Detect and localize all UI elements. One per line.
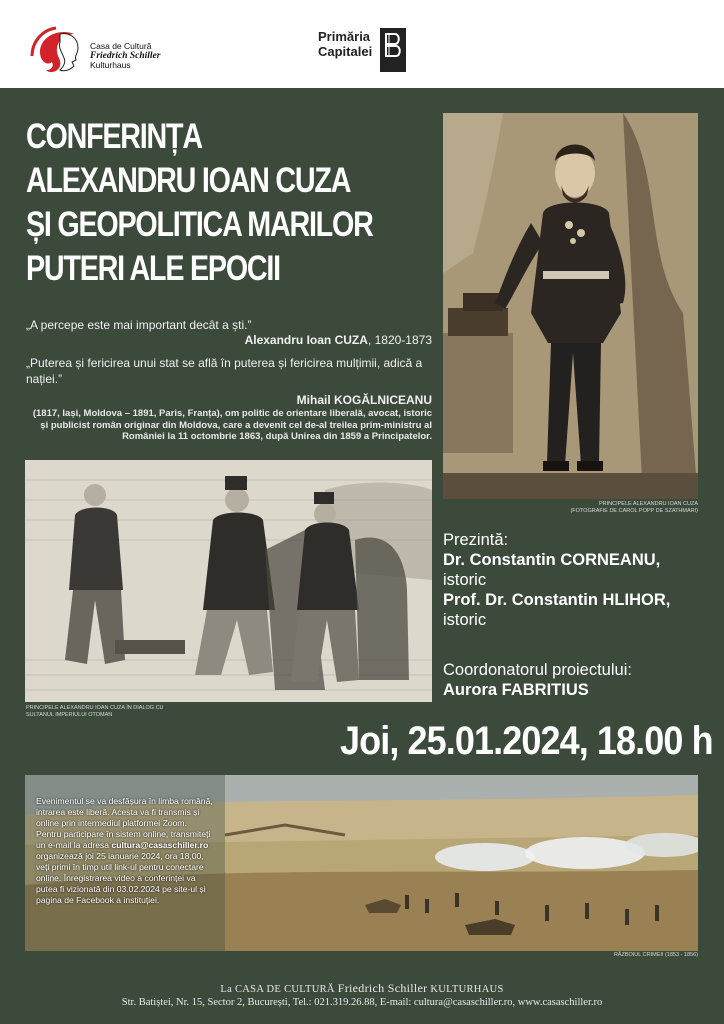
- info-part-1: Evenimentul se va desfășura în limba română, intrarea este liberă. Acesta va fi transmis și online prin intermediul platformei Zoom. Pentru participare în sistem online, transmiteți un e-mail la adresa: [36, 796, 213, 850]
- portrait-caption: [443, 501, 698, 515]
- cuza-portrait-photo: [443, 113, 698, 499]
- kogalniceanu-quote: „Puterea și fericirea unui stat se află în puterea și fericirea mulțimii, adică a nației.”: [26, 356, 423, 386]
- logo-line-2: Friedrich Schiller: [90, 50, 161, 61]
- casa-de-cultura-logo[interactable]: [30, 26, 180, 78]
- event-info-text: [36, 796, 214, 906]
- portrait-caption-line-1: PRINCIPELE ALEXANDRU IOAN CUZA: [598, 501, 698, 507]
- coordinator-label: Coordonatorul proiectului:: [443, 661, 632, 679]
- presenter-2-name: Prof. Dr. Constantin HLIHOR,: [443, 591, 671, 609]
- portrait-caption-line-2: (FOTOGRAFIE DE CAROL POPP DE SZATHMARI): [570, 508, 698, 514]
- footer-pre: La CASA DE CULTURĂ: [220, 984, 335, 995]
- engraving-illustration: [25, 460, 432, 702]
- footer-post: KULTURHAUS: [430, 984, 504, 995]
- info-part-2: organizează joi 25 ianuarie 2024, ora 18,00, veți primi în timp util link-ul pentru conectare online. Înregistrarea video a conferinței va putea fi vizionată din 03.02.2024 pe site-ul și pagina de Facebook a instituției.: [36, 851, 206, 905]
- presenter-2-role: istoric: [443, 611, 487, 629]
- kogalniceanu-name: Mihail KOGĂLNICEANU: [296, 393, 432, 407]
- logo-line-3: Kulturhaus: [90, 60, 131, 70]
- kogalniceanu-bio: (1817, Iași, Moldova – 1891, Paris, Franța), om politic de orientare liberală, avocat, istoric și publicist român originar din Moldova, care a devenit cel de-al treilea prim-ministru al României la 11 octombrie 1863, după Unirea din 1859 a Principatelor.: [32, 408, 432, 442]
- footer-address[interactable]: Str. Batiștei, Nr. 15, Sector 2, București, Tel.: 021.319.26.88, E-mail: cultura@casaschiller.ro, www.casaschiller.ro: [121, 997, 603, 1008]
- footer-name: Friedrich Schiller: [337, 981, 428, 995]
- coordinator-block: [443, 660, 713, 700]
- conference-title: [26, 115, 436, 291]
- battle-caption: RĂZBOIUL CRIMEII (1853 - 1856): [613, 952, 698, 958]
- schiller-profile-icon: [30, 26, 86, 78]
- engraving-caption: [26, 705, 226, 719]
- title-line-2: ALEXANDRU IOAN CUZA: [26, 161, 351, 200]
- primaria-line-1: Primăria: [318, 29, 371, 44]
- cuza-quote-author: [26, 333, 432, 347]
- footer-organizer: [0, 981, 724, 996]
- portrait-illustration: [443, 113, 698, 499]
- presenters-label: Prezintă:: [443, 531, 509, 549]
- engraving-caption-line-2: SULTANUL IMPERIULUI OTOMAN: [26, 712, 113, 718]
- coordinator-name: Aurora FABRITIUS: [443, 681, 589, 699]
- engraving-caption-line-1: PRINCIPELE ALEXANDRU IOAN CUZA ÎN DIALOG CU: [26, 705, 164, 711]
- primaria-capitalei-logo[interactable]: [318, 27, 418, 77]
- bucharest-b-icon: [380, 28, 406, 72]
- info-email-link[interactable]: cultura@casaschiller.ro: [111, 840, 209, 850]
- cuza-quote: „A percepe este mai important decât a ști.”: [26, 318, 252, 332]
- cuza-years: , 1820-1873: [367, 333, 432, 347]
- title-line-1: CONFERINȚA: [26, 117, 202, 156]
- event-date: Joi, 25.01.2024, 18.00 h: [340, 719, 713, 763]
- logo-line-1: Casa de Cultură: [90, 41, 152, 51]
- primaria-line-2: Capitalei: [318, 44, 373, 59]
- presenters-block: [443, 530, 713, 630]
- title-line-4: PUTERI ALE EPOCII: [26, 249, 280, 288]
- cuza-sultan-engraving: [25, 460, 432, 702]
- primaria-logo-text: [318, 29, 372, 59]
- casa-logo-text: [90, 42, 160, 71]
- presenter-1-name: Dr. Constantin CORNEANU,: [443, 551, 661, 569]
- title-line-3: ȘI GEOPOLITICA MARILOR: [26, 205, 373, 244]
- cuza-name: Alexandru Ioan CUZA: [244, 333, 368, 347]
- presenter-1-role: istoric: [443, 571, 487, 589]
- header-bar: [0, 0, 724, 88]
